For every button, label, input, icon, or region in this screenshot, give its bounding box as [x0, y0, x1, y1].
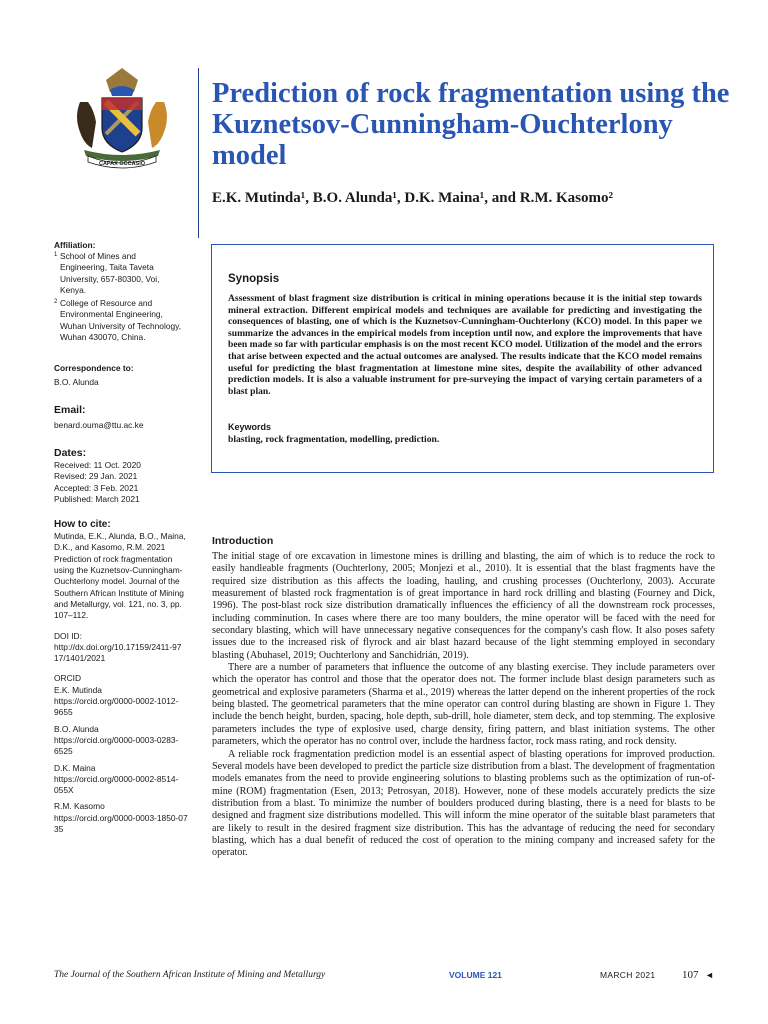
affiliation-text: College of Resource and Environmental Engineering, Wuhan University of Technology, Wuhan 430070, China.	[60, 298, 182, 343]
introduction-heading: Introduction	[212, 535, 274, 547]
orcid-list	[54, 685, 194, 836]
footer-date: MARCH 2021	[600, 970, 656, 980]
orcid-name: R.M. Kasomo	[54, 801, 105, 812]
date-published: Published: March 2021	[54, 493, 140, 504]
cite-label: How to cite:	[54, 519, 111, 531]
orcid-name: D.K. Maina	[54, 762, 96, 773]
right-supporter-icon	[148, 102, 167, 148]
orcid-label: ORCID	[54, 673, 81, 684]
affiliation-item	[54, 298, 194, 343]
correspondence-name: B.O. Alunda	[54, 377, 99, 388]
affiliation-label: Affiliation:	[54, 240, 96, 250]
crest-motto: CAPAX OCCASIO	[98, 161, 146, 167]
footer-journal-name: The Journal of the Southern African Institute of Mining and Metallurgy	[54, 970, 326, 980]
correspondence-label: Correspondence to:	[54, 363, 134, 374]
email-link[interactable]: benard.ouma@ttu.ac.ke	[54, 419, 144, 430]
page-footer	[54, 970, 714, 986]
body-paragraph: A reliable rock fragmentation prediction model is an essential aspect of blasting operations for improved production. Several models have been developed to predict the particle size distribution from a blast. The development of fragmentation models emanates from the need to provide engineering solutions to blasting problems such as the optimization of run-of-mine (ROM) fragmentation (Esen, 2013; Petrosyan, 2018). However, none of these models accurately predicts the size distribution from a blast. To minimize the number of boulders produced during blasting, there is a need for blasts to be designed and fragment size distributions modelled. This will inform the mine operator of the suitable blast parameters that are likely to result in the desired fragment size distribution. This has the advantage of reducing the need for secondary blasting, which has a dual benefit of reduced the cost of operation to the mining company and increased safety for the operator.	[212, 748, 715, 859]
dates-label: Dates:	[54, 446, 87, 459]
synopsis-box	[211, 244, 714, 473]
orcid-link[interactable]: https://orcid.org/0000-0002-8514-055X	[54, 773, 179, 796]
university-crest-logo	[66, 62, 178, 170]
page-arrow-icon: ◄	[705, 970, 714, 980]
affiliation-number: 2	[54, 299, 58, 306]
doi-link[interactable]: http://dx.doi.org/10.17159/2411-9717/1401/2021	[54, 641, 182, 664]
keywords-body: blasting, rock fragmentation, modelling, prediction.	[228, 434, 440, 445]
affiliation-item	[54, 251, 194, 296]
email-label: Email:	[54, 403, 86, 416]
paper-title: Prediction of rock fragmentation using the Kuznetsov-Cunningham-Ouchterlony model	[212, 78, 730, 171]
body-paragraph: The initial stage of ore excavation in limestone mines is drilling and blasting, the aim of which is to reduce the rock to easily handleable fragments (Ouchterlony, 2005; Monjezi et al., 2010). It is essential that the blast fragments have the required size distribution as this affects the loading, hauling, and crushing processes (Ouchterlony, 2003). Accurate measurement of blasted rock fragmentation is of great importance in hard rock drilling and blasting (Fourney and Dick, 1996). The post-blast rock size distribution dramatically influences the efficiency of all the downstream rock processes, including comminution. In cases where there are too many boulders, the mine operator will be faced with the need for secondary blasting, which will have unnecessary negative consequences for the company's cash flow. It also poses safety issues due to the increased risk of flyrock and air blast hazard because of the light stemming employed in secondary blasting (Abuhasel, 2019; Ouchterlony and Sanchidrián, 2019).	[212, 551, 715, 661]
doi-label: DOI ID:	[54, 630, 82, 641]
affiliation-number: 1	[54, 252, 58, 258]
orcid-name: B.O. Alunda	[54, 723, 99, 734]
orcid-link[interactable]: https://orcid.org/0000-0002-1012-9655	[54, 696, 179, 718]
sidebar	[54, 240, 194, 835]
orcid-name: E.K. Mutinda	[54, 684, 102, 695]
title-divider	[198, 68, 199, 238]
footer-volume: VOLUME 121	[449, 970, 502, 980]
affiliation-text: School of Mines and Engineering, Taita Taveta University, 657-80300, Voi, Kenya.	[60, 251, 160, 295]
date-revised: Revised: 29 Jan. 2021	[54, 471, 138, 482]
page-number: 107	[682, 969, 699, 981]
citation-text: Mutinda, E.K., Alunda, B.O., Maina, D.K., and Kasomo, R.M. 2021 Prediction of rock fragmentation using the Kuznetsov-Cunningham-Ouchterlony model. Journal of the Southern African Institute of Mining and Metallurgy, vol. 121, no. 3, pp. 107–112.	[54, 531, 186, 621]
body-paragraph: There are a number of parameters that influence the outcome of any blasting exercise. They include parameters over which the operator has control and those that the operator does not. The former include blast design parameters such as geometrical and explosive parameters (Sharma et al., 2019) whereas the latter depend on the inherent properties of the rock being blasted. The geometrical parameters that the mine operator can control during blasting are shown in Figure 1. They include the bench height, burden, spacing, hole depth, sub-drill, hole diameter, stem deck, and top stemming. The explosive parameters includes the type of explosive used, charge density, firing pattern, and blast initiation systems. The other parameters, which the operator has no control over, include the hardness factor, rock mass rating, and rock density.	[212, 662, 715, 748]
date-received: Received: 11 Oct. 2020	[54, 459, 141, 470]
orcid-link[interactable]: https://orcid.org/0000-0003-1850-0735	[54, 812, 188, 834]
introduction-body	[212, 551, 715, 860]
affiliation-list	[54, 251, 194, 343]
left-supporter-icon	[77, 102, 96, 148]
author-list: E.K. Mutinda¹, B.O. Alunda¹, D.K. Maina¹, and R.M. Kasomo²	[212, 190, 613, 206]
synopsis-heading: Synopsis	[228, 273, 280, 285]
keywords-heading: Keywords	[228, 422, 272, 432]
dates-list	[54, 460, 194, 505]
orcid-link[interactable]: https://orcid.org/0000-0003-0283-6525	[54, 734, 179, 757]
orcid-entry	[54, 763, 194, 797]
date-accepted: Accepted: 3 Feb. 2021	[54, 482, 139, 493]
orcid-entry	[54, 724, 194, 758]
synopsis-body: Assessment of blast fragment size distribution is critical in mining operations because it is the initial step towards mineral extraction. Different empirical models and techniques are available for predicting and investigating the consequences of blasting, one of which is the Kuznetsov-Cunningham-Ouchterlony (KCO) model. In this paper we summarize the advances in the empirical models from inception until now, and explore the improvements that have been made so far with particular emphasis is on the most recent KCO model. Utilization of the model and the errors that arise between expected and the actual outcomes are analysed. The results indicate that the KCO model remains useful for predicting the blast fragmentation at limestone mine sites, despite the availability of other advanced prediction models. It is also a valuable instrument for pre-surveying the impact of varying certain parameters of a blast plan.	[228, 293, 702, 397]
orcid-entry	[54, 685, 194, 719]
orcid-entry	[54, 801, 194, 835]
